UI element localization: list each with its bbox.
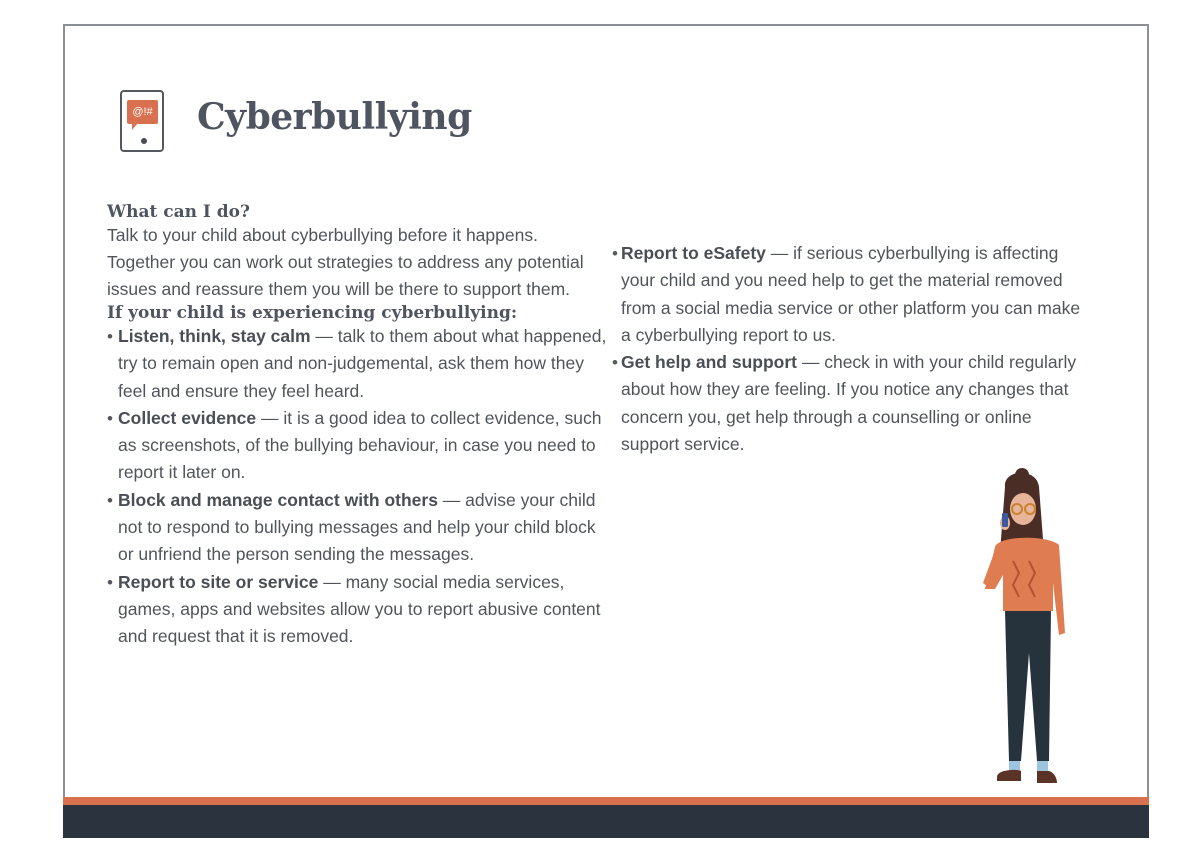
tip-text: — talk to them about what happened, try to remain open and non-judgemental, ask them how they feel and ensure they feel heard. bbox=[118, 326, 607, 401]
tip-text: — many social media services, games, apps and websites allow you to report abusive content and request that it is removed. bbox=[118, 571, 601, 647]
bullet-icon: • bbox=[107, 327, 113, 346]
tip-text: — advise your child not to respond to bullying messages and help your child block or unfriend the person sending the messages. bbox=[118, 489, 596, 565]
tip-title: Report to site or service bbox=[118, 571, 319, 592]
phone-speech-bubble-icon bbox=[120, 90, 164, 152]
list-item bbox=[107, 323, 607, 405]
tips-list-left bbox=[107, 323, 607, 651]
bullet-icon: • bbox=[107, 572, 113, 592]
tips-list-right bbox=[612, 240, 1092, 458]
page-title: Cyberbullying bbox=[197, 96, 472, 138]
list-item bbox=[612, 240, 1092, 349]
bullet-icon: • bbox=[612, 353, 618, 373]
tip-title: Listen, think, stay calm bbox=[118, 326, 311, 346]
tip-text: — it is a good idea to collect evidence, such as screenshots, of the bullying behaviour, in case you need to report it later on. bbox=[118, 407, 602, 483]
list-item bbox=[107, 405, 607, 487]
bullet-icon: • bbox=[612, 244, 618, 263]
list-item bbox=[612, 349, 1092, 458]
footer-bar bbox=[63, 805, 1149, 838]
speech-bubble-icon: @!# bbox=[127, 100, 158, 124]
bullet-icon: • bbox=[107, 408, 113, 428]
section-heading-experiencing: If your child is experiencing cyberbullying: bbox=[107, 303, 518, 323]
list-item bbox=[107, 487, 607, 569]
bullet-icon: • bbox=[107, 490, 113, 510]
list-item bbox=[107, 569, 607, 651]
section-heading-what-can-i-do: What can I do? bbox=[107, 202, 250, 222]
tip-title: Collect evidence bbox=[118, 407, 257, 428]
right-column bbox=[612, 240, 1092, 458]
intro-paragraph: Talk to your child about cyberbullying before it happens. Together you can work out strategies to address any potential issues and reassure them you will be there to support them. bbox=[107, 225, 584, 299]
left-column bbox=[107, 202, 607, 651]
tip-text: — check in with your child regularly about how they are feeling. If you notice any changes that concern you, get help through a counselling or online support service. bbox=[621, 352, 1077, 455]
tip-title: Report to eSafety bbox=[621, 243, 766, 263]
tip-title: Block and manage contact with others bbox=[118, 489, 438, 510]
tip-text: — if serious cyberbullying is affecting your child and you need help to get the material removed from a social media service or other platform you can make a cyberbullying report to us. bbox=[621, 243, 1081, 345]
woman-on-phone-illustration bbox=[975, 465, 1085, 795]
footer-accent-stripe bbox=[63, 797, 1149, 805]
tip-title: Get help and support bbox=[621, 352, 797, 373]
phone-button-dot bbox=[141, 138, 147, 144]
